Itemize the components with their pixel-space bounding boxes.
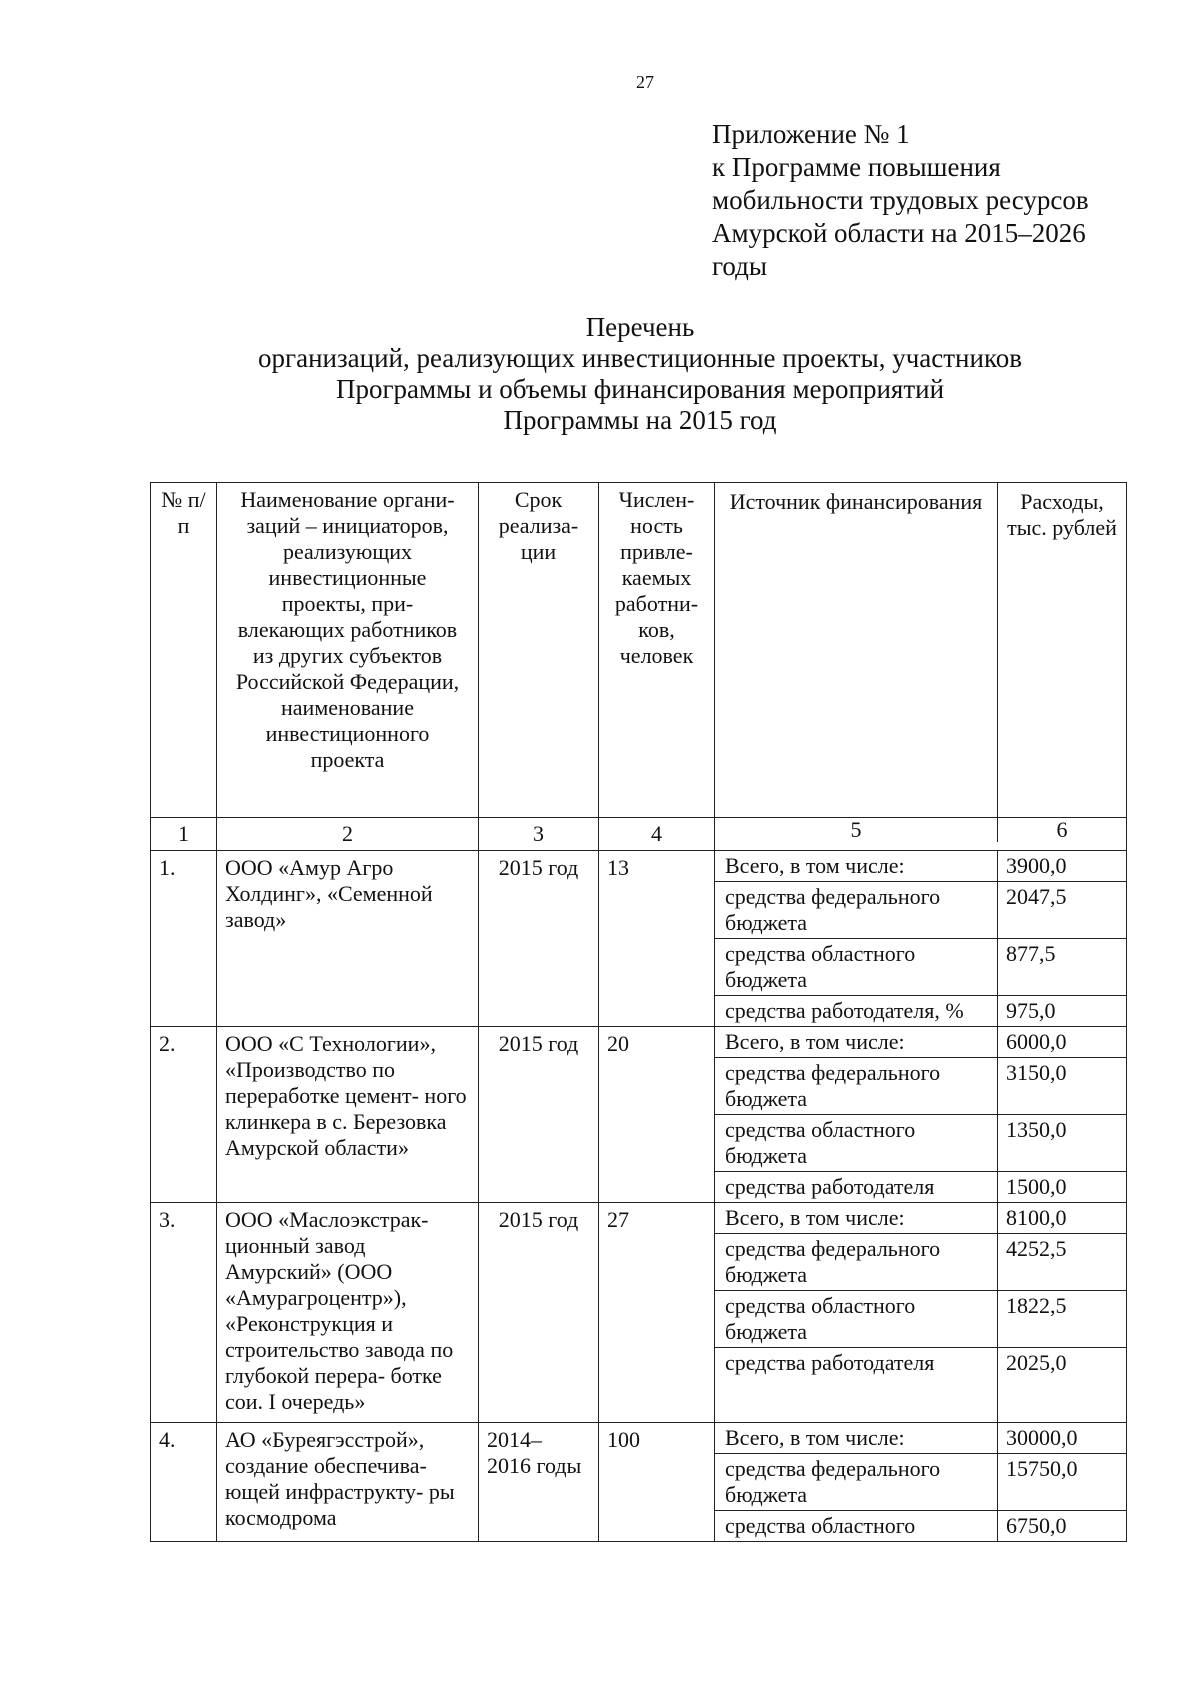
header-costs: Расходы, тыс. рублей: [998, 483, 1127, 817]
financing-source: средства областного бюджета: [715, 939, 998, 996]
col-number: 1: [151, 818, 217, 851]
header-term: Срок реализа- ции: [479, 483, 599, 818]
financing-source: средства федерального бюджета: [715, 1058, 998, 1115]
table-row: [151, 1027, 1127, 1203]
col-number: 3: [479, 818, 599, 851]
document-title: [150, 312, 1130, 436]
row-financing: [715, 1027, 1127, 1203]
column-number-row: [151, 818, 1127, 851]
table-row: [151, 1423, 1127, 1542]
financing-amount: 3150,0: [998, 1058, 1127, 1115]
financing-source: Всего, в том числе:: [715, 1423, 998, 1454]
financing-source: средства областного: [725, 1513, 916, 1538]
appendix-note: [712, 118, 1152, 283]
row-financing: [715, 1423, 1127, 1542]
financing-source: средства федерального бюджета: [715, 1454, 998, 1511]
table-row: [151, 1203, 1127, 1423]
appendix-line: мобильности трудовых ресурсов: [712, 185, 1089, 215]
financing-amount: 1350,0: [998, 1115, 1127, 1172]
row-name: ООО «С Технологии», «Производство по переработке цемент- ного клинкера в с. Березовка Амурской области»: [217, 1027, 479, 1203]
row-num: 3.: [151, 1203, 217, 1423]
financing-amount: 30000,0: [998, 1423, 1127, 1454]
financing-amount: 2047,5: [998, 882, 1127, 939]
financing-source: средства работодателя: [725, 1174, 935, 1199]
row-count: 27: [599, 1203, 715, 1423]
financing-amount: 2025,0: [998, 1348, 1127, 1423]
row-financing: [715, 851, 1127, 1027]
header-num: № п/п: [151, 483, 217, 818]
financing-amount: 8100,0: [998, 1203, 1127, 1234]
financing-source: Всего, в том числе:: [715, 1203, 998, 1234]
financing-amount: 6750,0: [998, 1511, 1127, 1542]
appendix-line: Приложение № 1: [712, 119, 910, 149]
title-line: Перечень: [585, 312, 695, 342]
appendix-line: к Программе повышения: [712, 152, 1001, 182]
financing-amount: 15750,0: [998, 1454, 1127, 1511]
col-number: 5: [850, 817, 862, 842]
financing-source: средства работодателя, %: [725, 998, 964, 1023]
financing-amount: 1500,0: [998, 1172, 1127, 1203]
table-header-row: [151, 483, 1127, 818]
row-name: АО «Буреягэсстрой», создание обеспечива- ющей инфраструкту- ры космодрома: [217, 1423, 479, 1542]
financing-source: Всего, в том числе:: [715, 851, 998, 882]
row-financing: [715, 1203, 1127, 1423]
appendix-line: годы: [712, 251, 768, 281]
col-number: 6: [998, 818, 1127, 842]
financing-source: средства федерального бюджета: [715, 1234, 998, 1291]
financing-source: средства областного бюджета: [715, 1115, 998, 1172]
title-line: Программы и объемы финансирования мероприятий: [335, 374, 945, 404]
table-row: [151, 851, 1127, 1027]
row-num: 1.: [151, 851, 217, 1027]
appendix-line: Амурской области на 2015–2026: [712, 218, 1086, 248]
row-count: 20: [599, 1027, 715, 1203]
header-financing: [715, 483, 1127, 818]
financing-amount: 877,5: [998, 939, 1127, 996]
header-source: Источник финансирования: [729, 489, 983, 514]
header-name: Наименование органи- заций – инициаторов, реализующих инвестиционные проекты, при- влекающих работников из других субъектов Российской Федерации, наименование инвестиционного проекта: [217, 483, 479, 818]
row-name: ООО «Амур Агро Холдинг», «Семенной завод»: [217, 851, 479, 1027]
row-count: 13: [599, 851, 715, 1027]
header-count: Числен- ность привле- каемых работни- ков, человек: [599, 483, 715, 818]
organizations-table: [150, 482, 1127, 1542]
financing-source: средства областного бюджета: [715, 1291, 998, 1348]
financing-amount: 4252,5: [998, 1234, 1127, 1291]
row-num: 4.: [151, 1423, 217, 1542]
financing-source: Всего, в том числе:: [715, 1027, 998, 1058]
financing-source: средства федерального бюджета: [715, 882, 998, 939]
row-name: ООО «Маслоэкстрак- ционный завод Амурский» (ООО «Амурагроцентр»), «Реконструкция и строительство завода по глубокой перера- ботке сои. I очередь»: [217, 1203, 479, 1423]
financing-amount: 1822,5: [998, 1291, 1127, 1348]
row-term: 2015 год: [479, 851, 599, 1027]
col-number: 4: [599, 818, 715, 851]
row-term: 2015 год: [479, 1203, 599, 1423]
row-num: 2.: [151, 1027, 217, 1203]
financing-amount: 975,0: [998, 996, 1127, 1027]
financing-amount: 6000,0: [998, 1027, 1127, 1058]
page-number: 27: [636, 72, 654, 92]
row-term: 2014– 2016 годы: [479, 1423, 599, 1542]
col-number-financing: [715, 818, 1127, 851]
title-line: Программы на 2015 год: [503, 405, 777, 435]
row-count: 100: [599, 1423, 715, 1542]
financing-source: средства работодателя: [725, 1350, 935, 1375]
financing-amount: 3900,0: [998, 851, 1127, 882]
col-number: 2: [217, 818, 479, 851]
title-line: организаций, реализующих инвестиционные проекты, участников: [258, 343, 1022, 373]
row-term: 2015 год: [479, 1027, 599, 1203]
